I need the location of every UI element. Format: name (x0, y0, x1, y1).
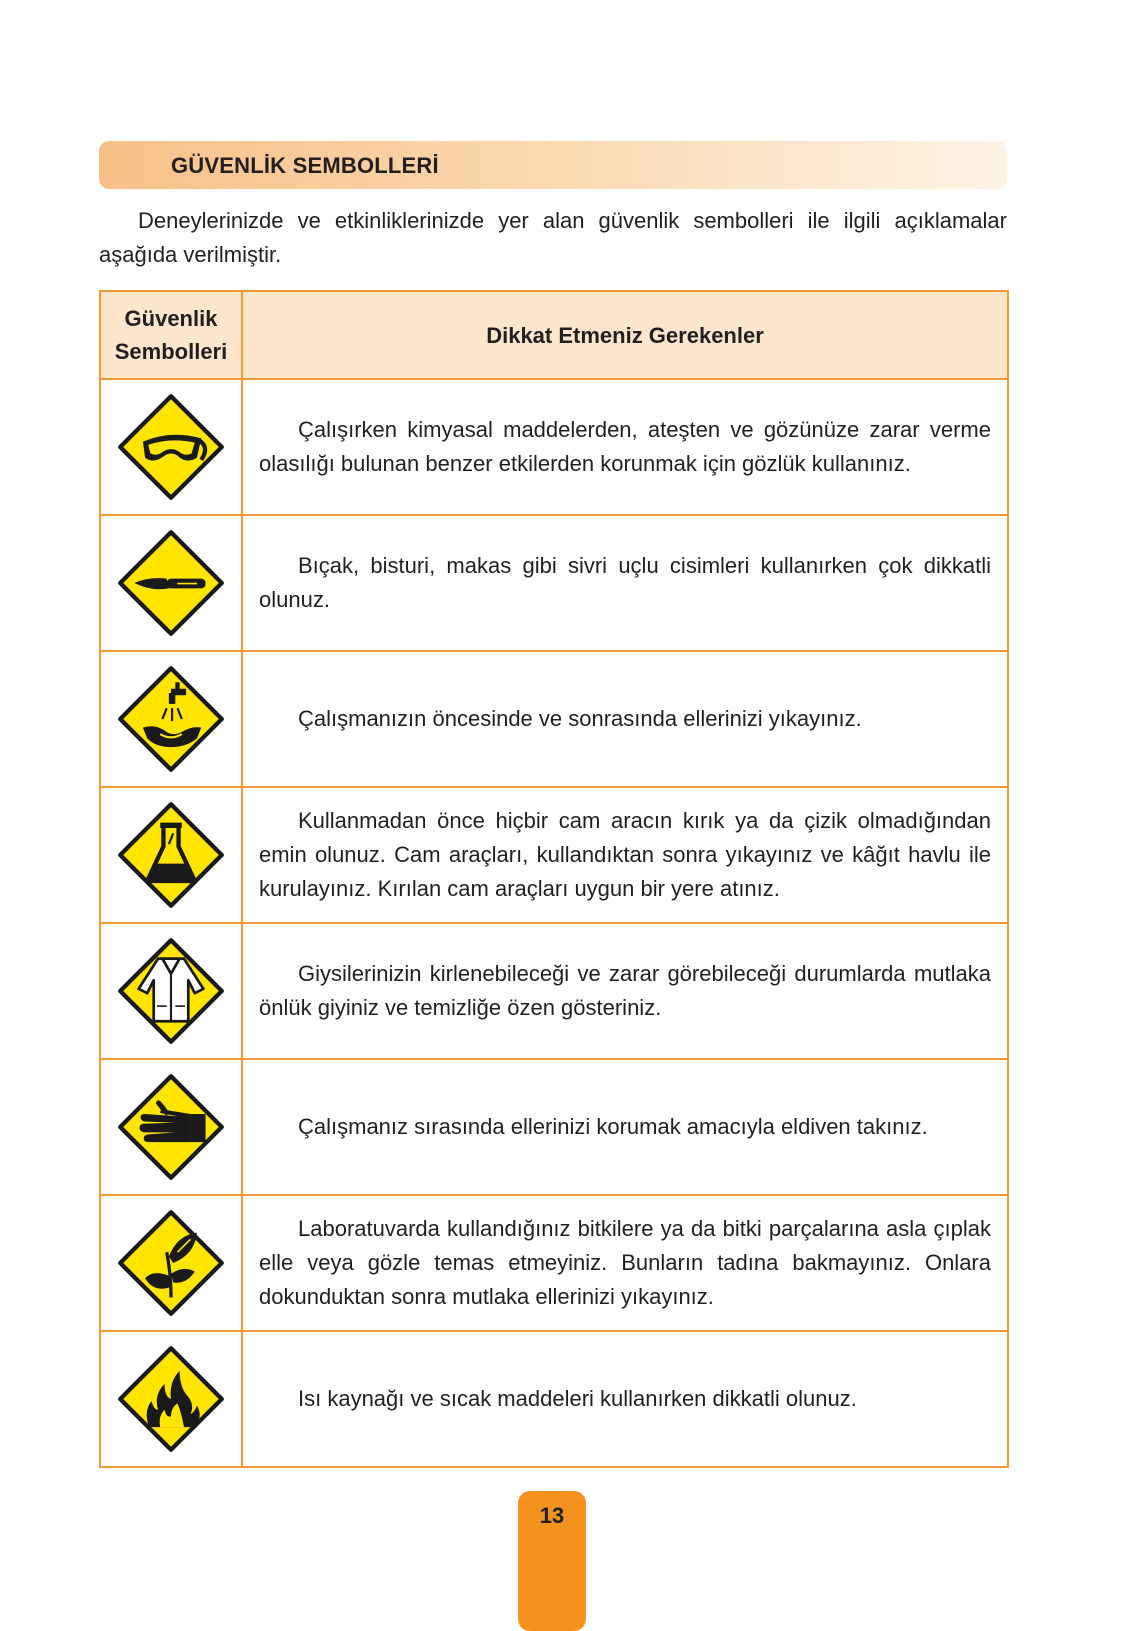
row-text: Bıçak, bisturi, makas gibi sivri uçlu cisimleri kullanırken çok dikkatli olunuz. (259, 553, 991, 612)
scalpel-icon (117, 529, 225, 637)
header-symbols-line2: Sembolleri (114, 339, 228, 364)
row-text: Laboratuvarda kullandığınız bitkilere ya da bitki parçalarına asla çıplak elle veya gözle temas etmeyiniz. Bunların tadına bakmayınız. Onlara dokunduktan sonra mutlaka ellerinizi yıkayınız. (259, 1216, 991, 1309)
plant-icon (117, 1209, 225, 1317)
header-notes: Dikkat Etmeniz Gerekenler (242, 291, 1008, 379)
intro-paragraph: Deneylerinizde ve etkinliklerinizde yer alan güvenlik sembolleri ile ilgili açıklamalar aşağıda verilmiştir. (99, 208, 1007, 267)
table-row (100, 1195, 1008, 1331)
hand-washing-icon (117, 665, 225, 773)
flame-icon (117, 1345, 225, 1453)
glassware-icon (117, 801, 225, 909)
section-title: GÜVENLİK SEMBOLLERİ (171, 153, 439, 178)
table-row (100, 923, 1008, 1059)
table-row (100, 379, 1008, 515)
safety-symbols-table (99, 290, 1009, 1468)
row-text: Isı kaynağı ve sıcak maddeleri kullanırken dikkatli olunuz. (298, 1386, 857, 1411)
table-row (100, 1331, 1008, 1467)
page-number: 13 (539, 1503, 565, 1528)
table-row (100, 515, 1008, 651)
row-text: Kullanmadan önce hiçbir cam aracın kırık ya da çizik olmadığından emin olunuz. Cam araçları, kullandıktan sonra yıkayınız ve kâğıt havlu ile kurulayınız. Kırılan cam araçları uygun bir yere atınız. (259, 808, 991, 901)
table-row (100, 651, 1008, 787)
row-text: Giysilerinizin kirlenebileceği ve zarar görebileceği durumlarda mutlaka önlük giyiniz ve temizliğe özen gösteriniz. (259, 961, 991, 1020)
row-text: Çalışmanızın öncesinde ve sonrasında ellerinizi yıkayınız. (298, 706, 862, 731)
table-header-row (100, 291, 1008, 379)
section-header-bar (99, 141, 1007, 189)
lab-coat-icon (117, 937, 225, 1045)
glove-icon (117, 1073, 225, 1181)
safety-goggles-icon (117, 393, 225, 501)
table-row (100, 787, 1008, 923)
header-symbols (100, 291, 242, 379)
row-text: Çalışırken kimyasal maddelerden, ateşten ve gözünüze zarar verme olasılığı bulunan benzer etkilerden korunmak için gözlük kullanınız. (259, 417, 991, 476)
row-text: Çalışmanız sırasında ellerinizi korumak amacıyla eldiven takınız. (298, 1114, 928, 1139)
header-symbols-line1: Güvenlik (124, 306, 218, 331)
page-number-tab (518, 1491, 586, 1631)
table-row (100, 1059, 1008, 1195)
